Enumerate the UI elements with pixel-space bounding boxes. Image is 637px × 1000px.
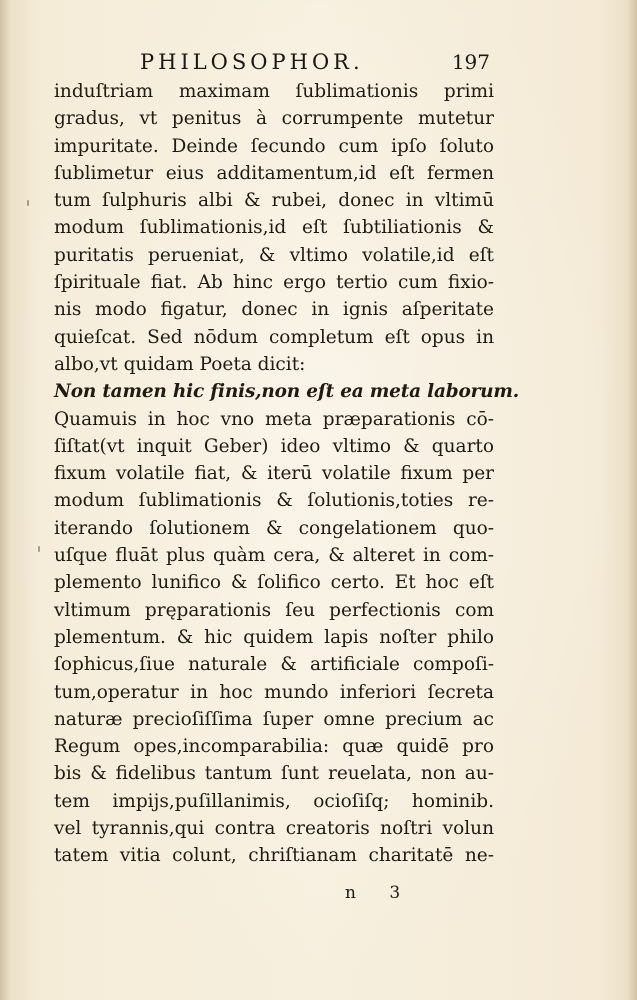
text-line: modum ſublimationis & ſolutionis,toties re- <box>54 490 494 512</box>
page-edge-shadow-left <box>0 0 10 1000</box>
text-line: plemento lunifico & ſolifico certo. Et hoc eſt <box>54 572 494 594</box>
text-line: tum,operatur in hoc mundo inferiori ſecreta <box>54 681 494 703</box>
text-line: ſiſtat(vt inquit Geber) ideo vltimo & quarto <box>54 435 494 457</box>
running-title: PHILOSOPHOR. <box>140 50 364 74</box>
body-text <box>54 78 520 870</box>
text-line: ſublimetur eius additamentum,id eſt fermen <box>54 162 494 184</box>
text-line: ſpirituale fiat. Ab hinc ergo tertio cum fixio- <box>54 272 494 294</box>
text-line: tum ſulphuris albi & rubei, donec in vltimū <box>54 190 494 212</box>
signature-mark: n 3 <box>345 883 415 903</box>
text-line: induſtriam maximam ſublimationis primi <box>54 81 494 102</box>
text-line: albo,vt quidam Poeta dicit: <box>54 353 306 375</box>
page-edge-shadow-right <box>627 0 637 1000</box>
text-line: uſque fluāt plus quàm cera, & alteret in com- <box>54 545 494 567</box>
text-line: Quamuis in hoc vno meta præparationis cō- <box>54 408 494 430</box>
text-line: ſophicus,ſiue naturale & artificiale compoſi- <box>54 654 494 676</box>
running-head <box>54 50 490 80</box>
text-line: quieſcat. Sed nōdum completum eſt opus in <box>54 326 494 348</box>
text-line: bis & fidelibus tantum ſunt reuelata, non au- <box>54 763 494 785</box>
text-line: puritatis perueniat, & vltimo volatile,id eſt <box>54 244 494 266</box>
text-line: nis modo figatur, donec in ignis aſperitate <box>54 299 494 321</box>
text-line: Regum opes,incomparabilia: quæ quidē pro <box>54 736 494 758</box>
ink-speck <box>38 546 40 552</box>
text-line: modum ſublimationis,id eſt ſubtiliationis & <box>54 217 494 239</box>
page-number: 197 <box>451 50 490 74</box>
ink-speck <box>27 200 29 206</box>
text-line: naturæ precioſiſſima ſuper omne precium ac <box>54 708 494 730</box>
verse-quotation: Non tamen hic finis,non eſt ea meta laborum. <box>54 381 520 403</box>
text-line: fixum volatile fiat, & iterū volatile fixum per <box>54 463 494 485</box>
text-line: impuritate. Deinde ſecundo cum ipſo ſoluto <box>54 135 494 157</box>
text-line: gradus, vt penitus à corrumpente mutetur <box>54 108 494 130</box>
text-line: vel tyrannis,qui contra creatoris noſtri volun <box>54 818 494 840</box>
text-line: tatem vitia colunt, chriſtianam charitatē ne- <box>54 845 494 867</box>
text-line: tem impijs,puſillanimis, ocioſiſq; hominib. <box>54 790 494 812</box>
text-line: vltimum pręparationis ſeu perfectionis com <box>54 599 494 621</box>
text-line: iterando ſolutionem & congelationem quo- <box>54 517 494 539</box>
text-line: plementum. & hic quidem lapis noſter philo <box>54 626 494 648</box>
